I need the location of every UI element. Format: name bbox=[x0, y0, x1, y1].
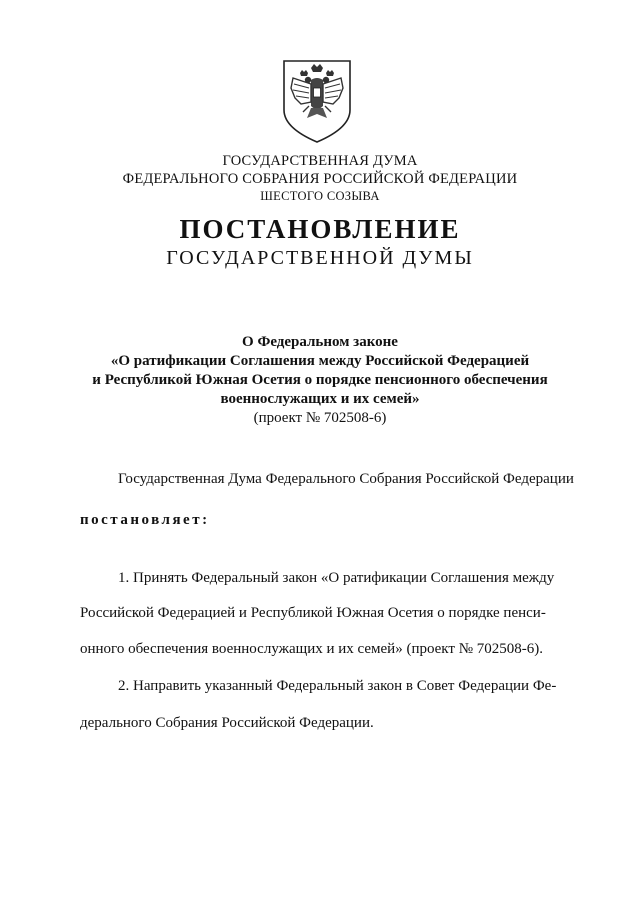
subject-line-3: и Республикой Южная Осетия о порядке пенсионного обеспечения bbox=[92, 372, 548, 388]
subject-line-2: «О ратификации Соглашения между Российской Федерацией bbox=[110, 353, 530, 369]
resolves-word: постановляет: bbox=[80, 512, 210, 528]
item-2-line-2: дерального Собрания Российской Федерации. bbox=[80, 715, 374, 731]
convocation: ШЕСТОГО СОЗЫВА bbox=[260, 189, 380, 203]
item-1-line-3: онного обеспечения военнослужащих и их семей» (проект № 702508-6). bbox=[80, 641, 544, 657]
project-number: (проект № 702508-6) bbox=[253, 410, 387, 426]
item-1-line-1: 1. Принять Федеральный закон «О ратификации Соглашения между bbox=[118, 570, 555, 586]
document-type-title: ПОСТАНОВЛЕНИЕ bbox=[179, 214, 461, 244]
coat-of-arms-icon bbox=[281, 58, 353, 144]
org-name-line1: ГОСУДАРСТВЕННАЯ ДУМА bbox=[222, 153, 418, 169]
org-name-line2: ФЕДЕРАЛЬНОГО СОБРАНИЯ РОССИЙСКОЙ ФЕДЕРАЦИИ bbox=[122, 171, 518, 187]
preamble: Государственная Дума Федерального Собрания Российской Федерации bbox=[118, 471, 574, 487]
item-1-line-2: Российской Федерацией и Республикой Южная Осетия о порядке пенси- bbox=[80, 605, 546, 621]
document-type-subtitle: ГОСУДАРСТВЕННОЙ ДУМЫ bbox=[166, 247, 474, 269]
item-2-line-1: 2. Направить указанный Федеральный закон в Совет Федерации Фе- bbox=[118, 678, 557, 694]
subject-line-4: военнослужащих и их семей» bbox=[220, 391, 420, 407]
subject-line-1: О Федеральном законе bbox=[242, 334, 398, 350]
